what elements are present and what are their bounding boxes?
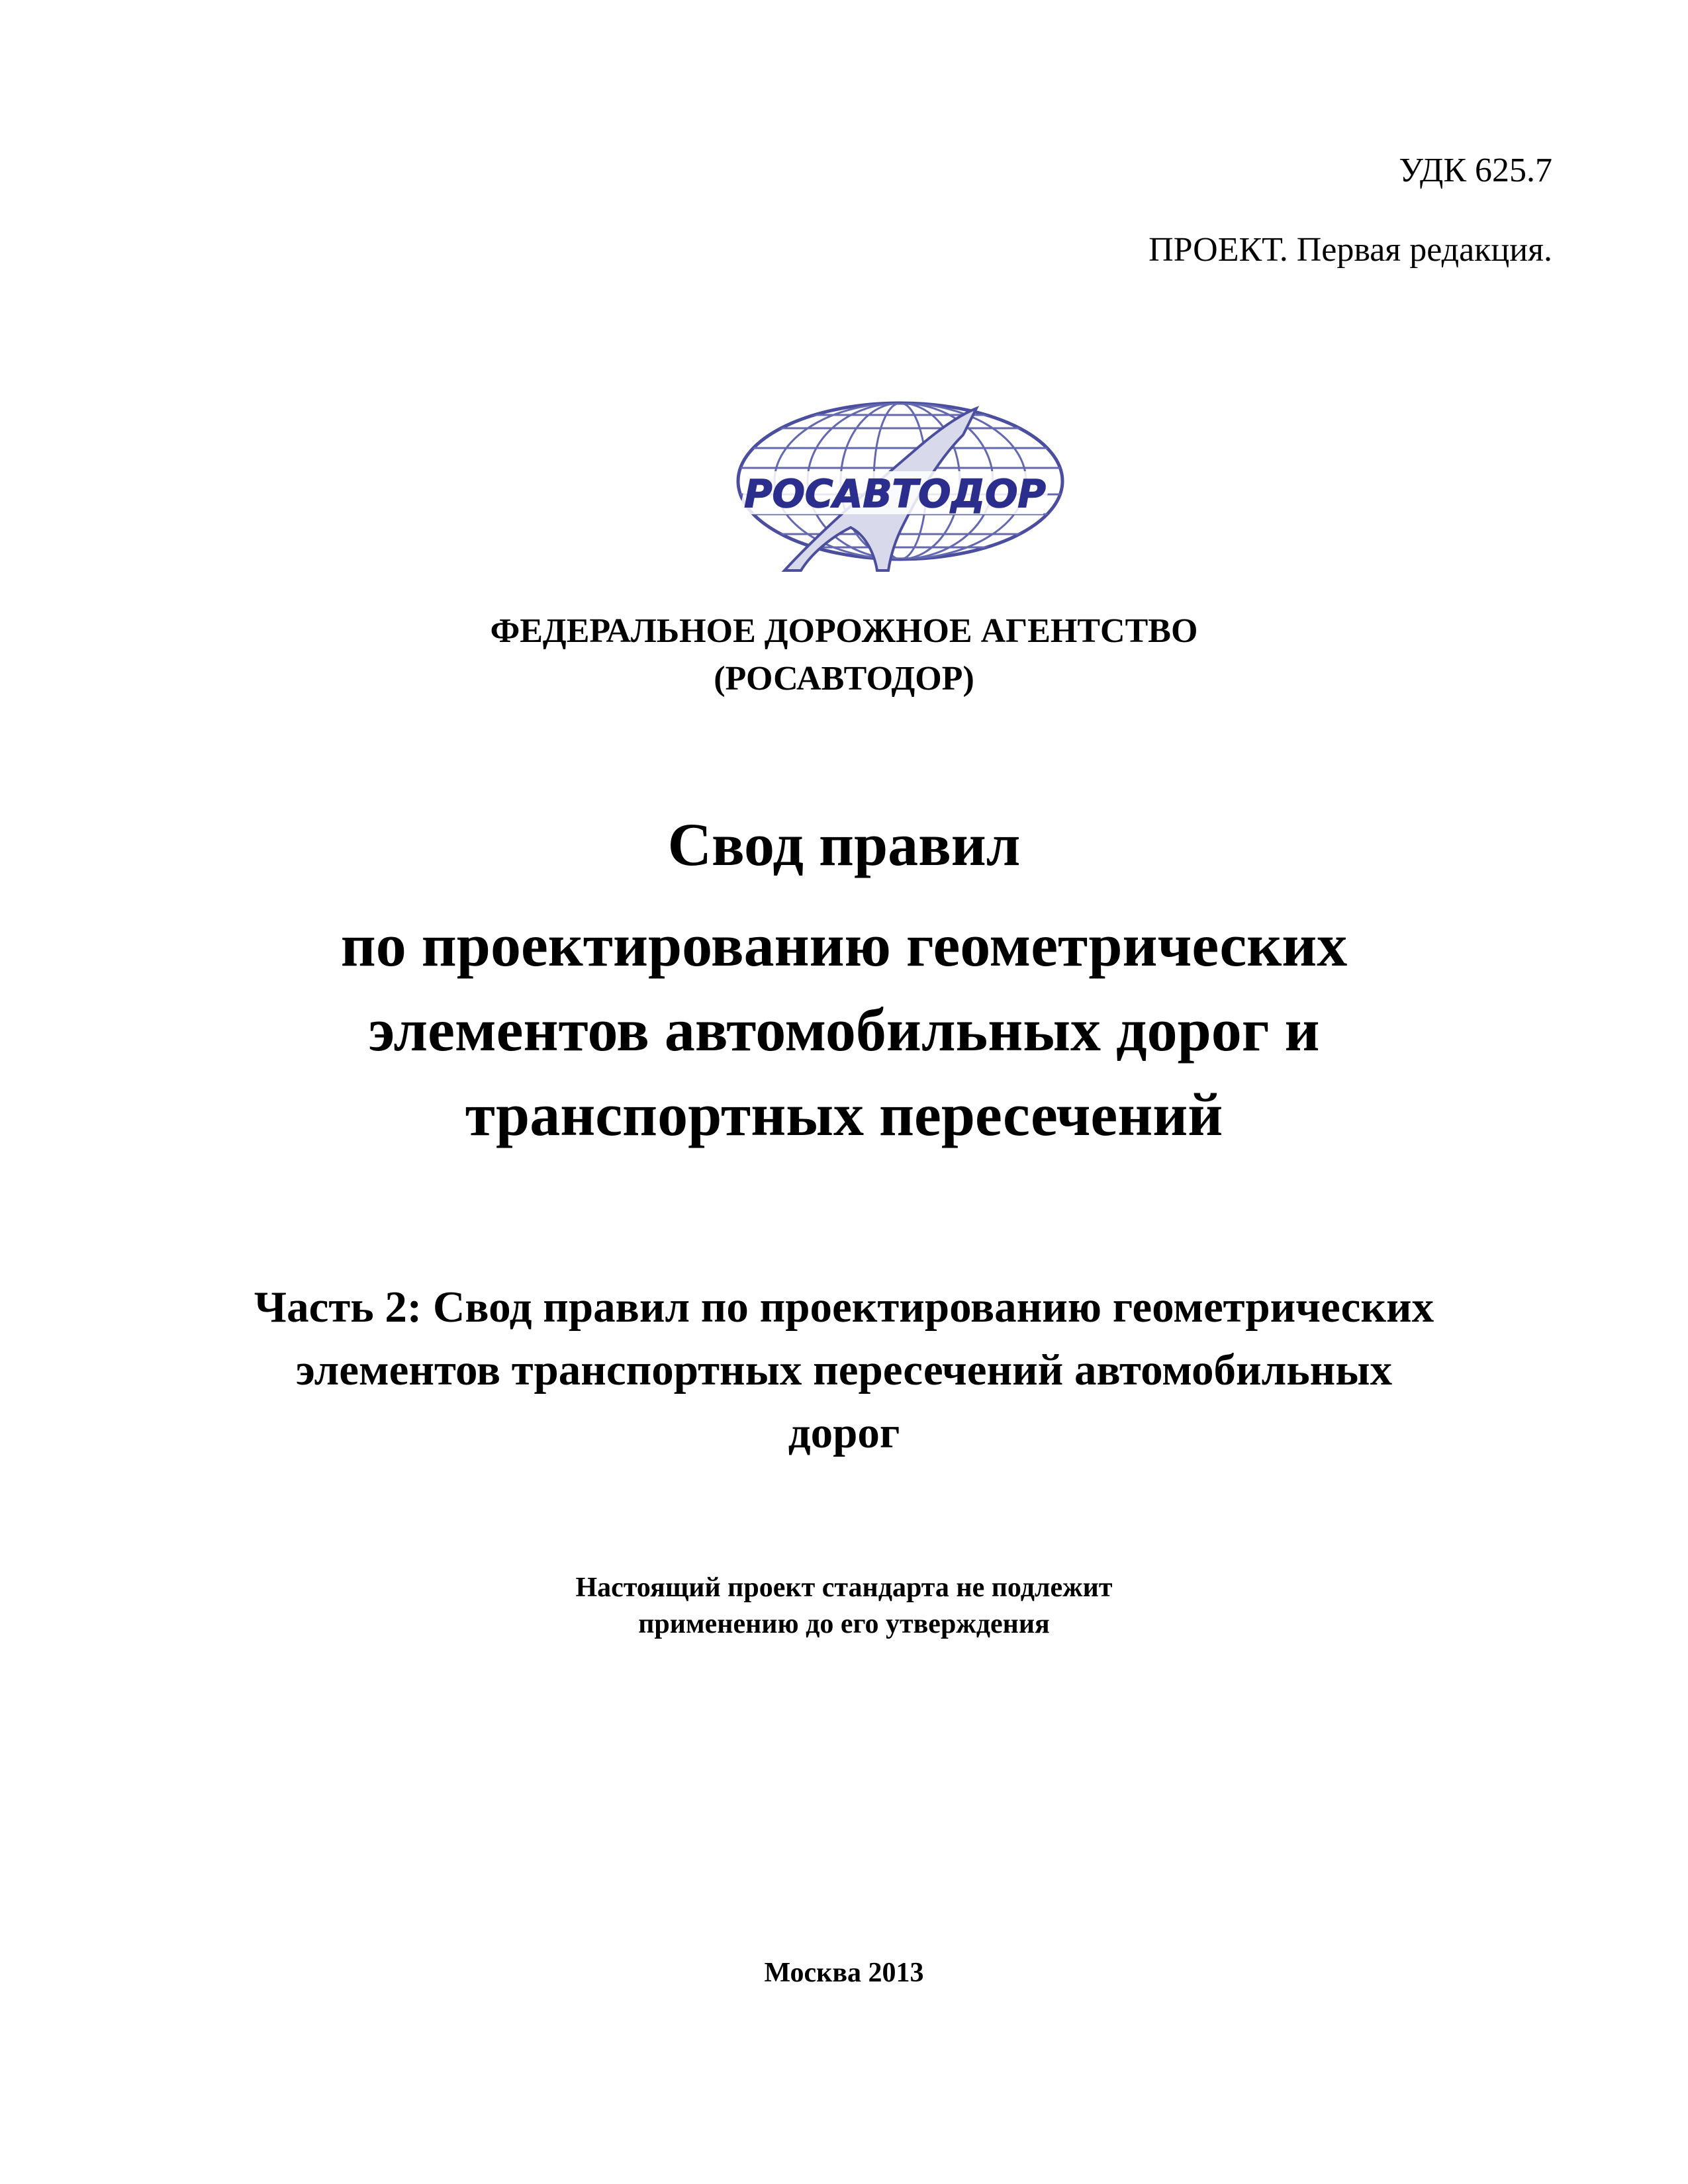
city-year: Москва 2013 [764,1958,924,1988]
logo-text: РОСАВТОДОР [744,471,1046,516]
udk-code: УДК 625.7 [1399,152,1552,189]
subtitle-line: Часть 2: Свод правил по проектированию геометрических [254,1283,1434,1332]
document-title [0,802,1688,1157]
document-subtitle [0,1276,1688,1465]
title-line: транспортных пересечений [465,1081,1223,1148]
draft-notice [0,1570,1688,1643]
title-line: Свод правил [667,811,1021,878]
notice-line: применению до его утверждения [638,1609,1050,1639]
title-line: по проектированию геометрических [340,911,1348,979]
rosavtodor-logo [722,379,1072,577]
notice-line: Настоящий проект стандарта не подлежит [575,1572,1113,1603]
agency-name-line: ФЕДЕРАЛЬНОЕ ДОРОЖНОЕ АГЕНТСТВО [490,612,1198,650]
title-line: элементов автомобильных дорог и [368,996,1320,1064]
globe-logo-icon [722,379,1072,577]
agency-abbreviation: (РОСАВТОДОР) [714,660,974,698]
subtitle-line: дорог [788,1408,900,1457]
agency-name [0,608,1688,703]
subtitle-line: элементов транспортных пересечений автомобильных [295,1345,1393,1394]
project-status: ПРОЕКТ. Первая редакция. [1149,231,1552,269]
